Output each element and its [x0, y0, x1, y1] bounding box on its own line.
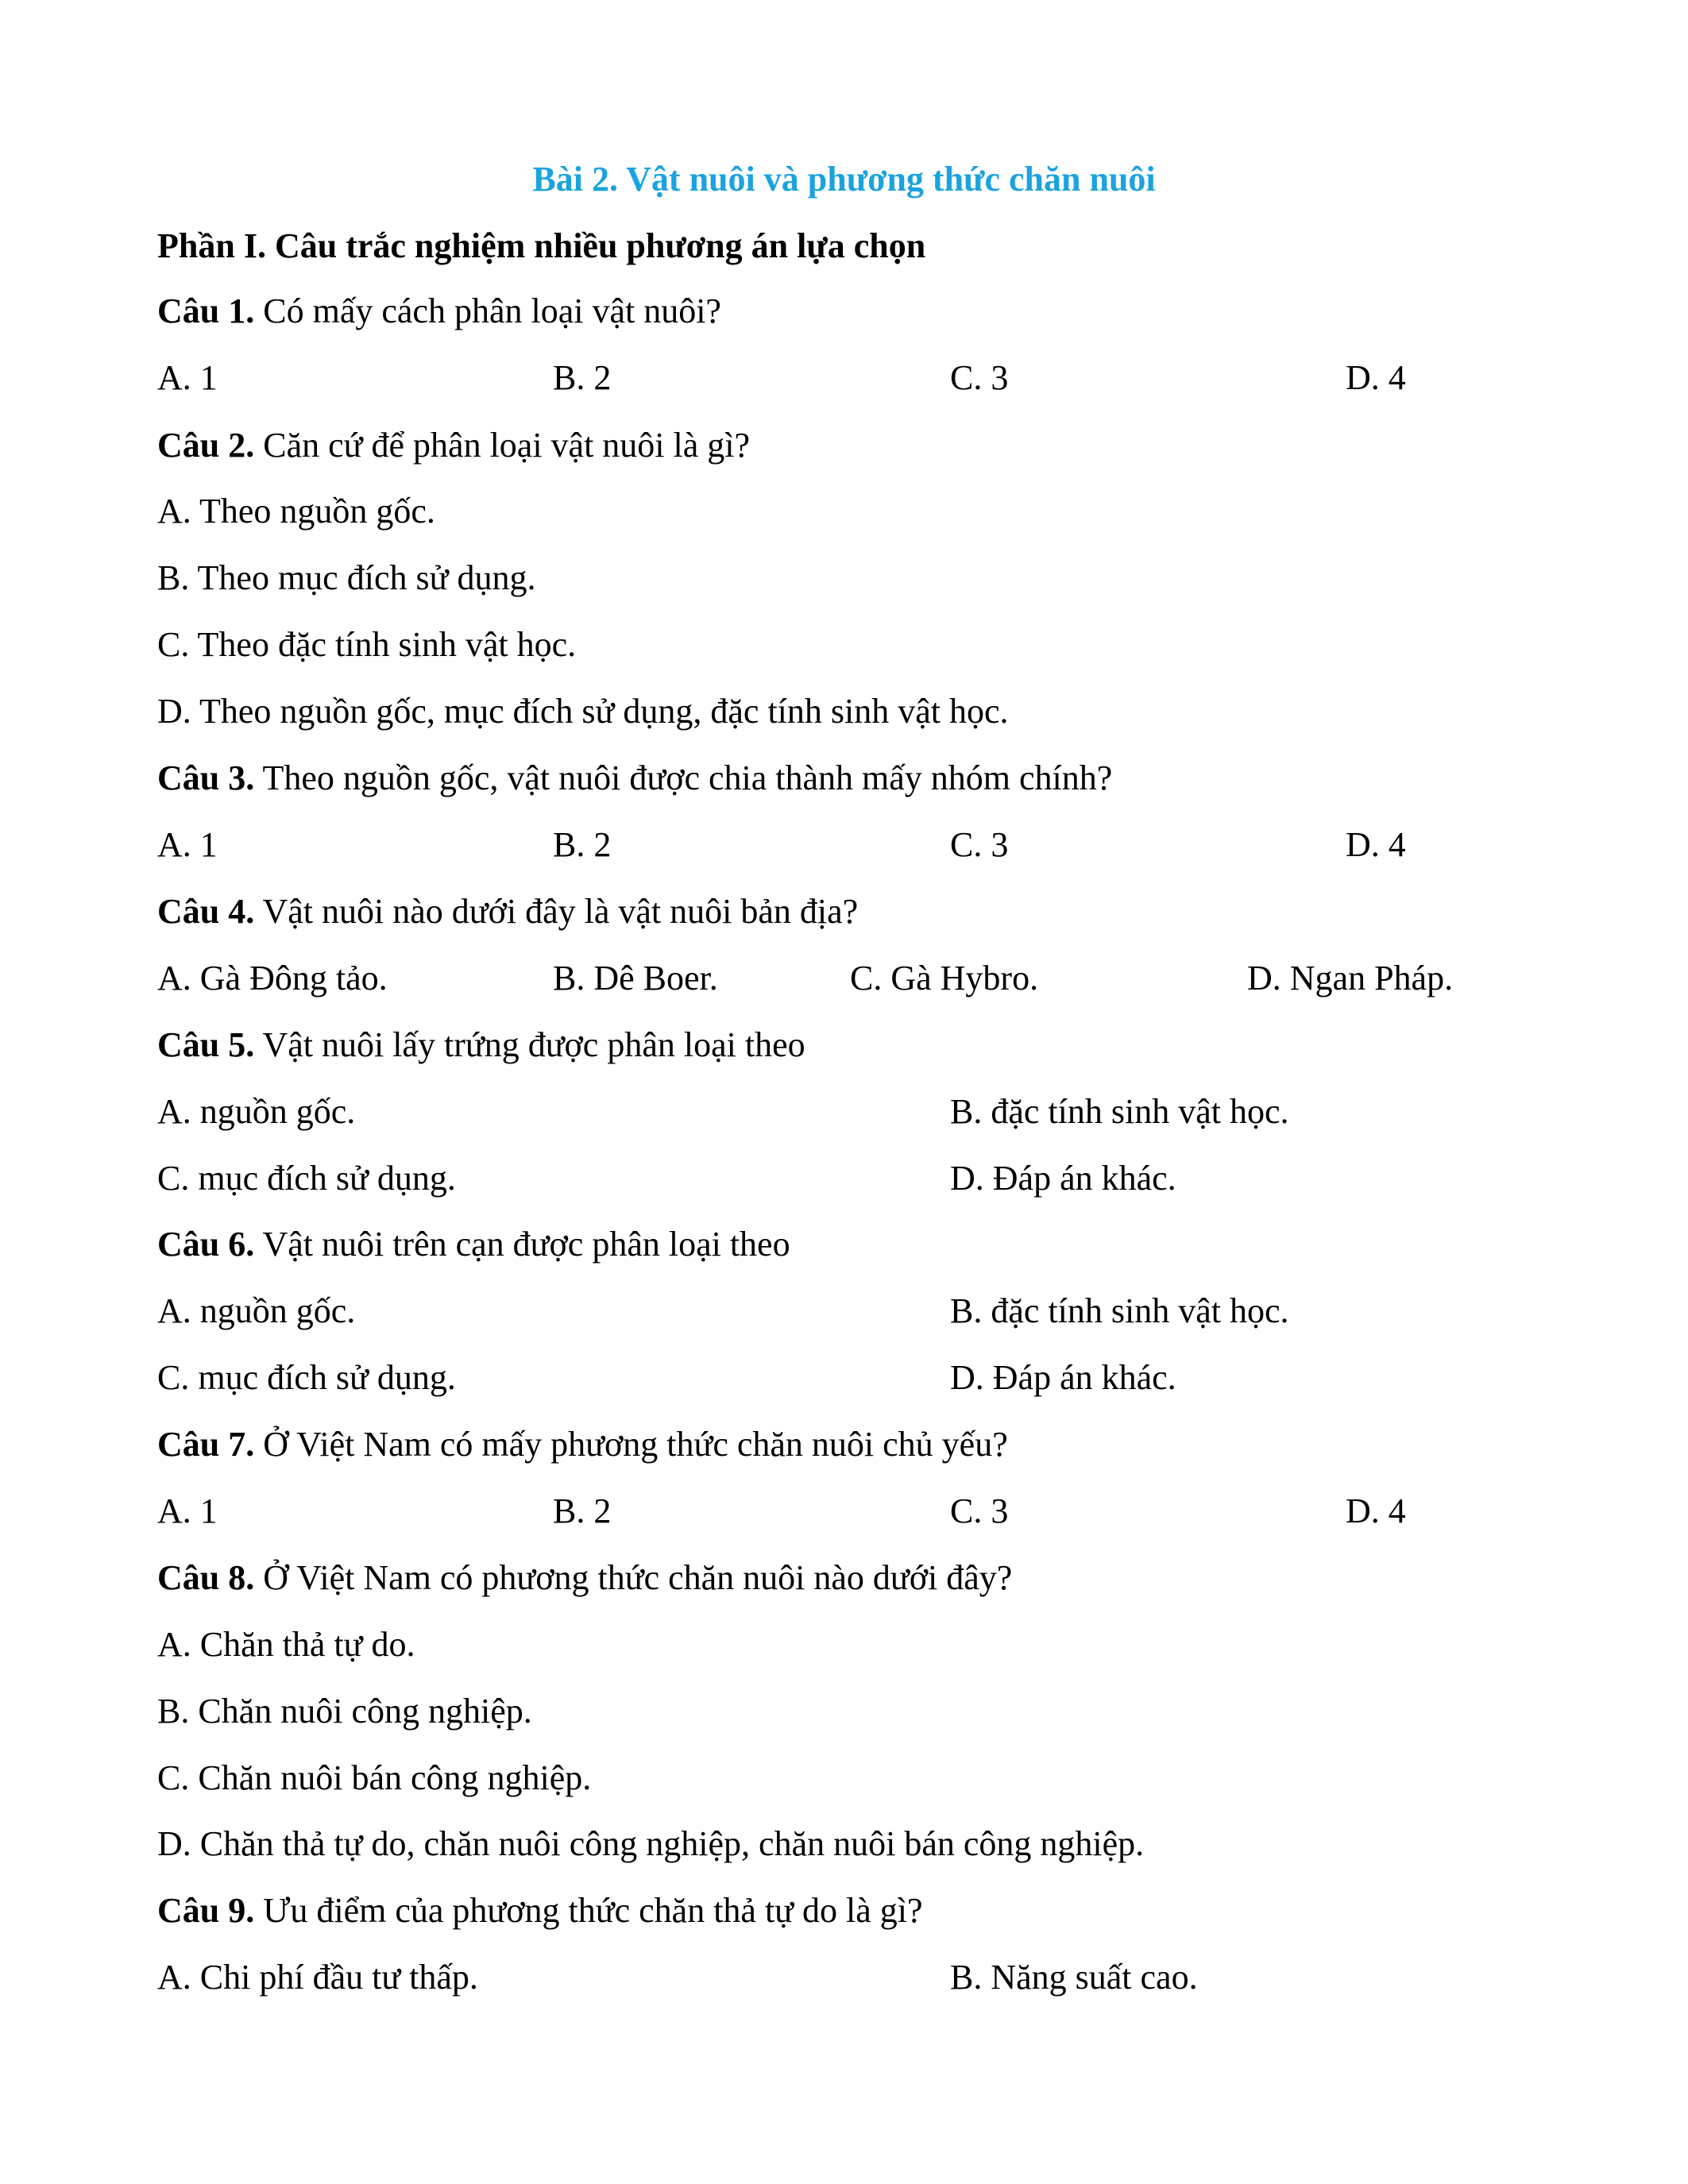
q5-option-a: A. nguồn gốc. [157, 1092, 356, 1131]
q3-option-d: D. 4 [1346, 825, 1406, 864]
q6-option-a: A. nguồn gốc. [157, 1291, 356, 1330]
q5-option-d: D. Đáp án khác. [950, 1159, 1176, 1198]
question-text: Vật nuôi lấy trứng được phân loại theo [254, 1025, 805, 1064]
q4-option-d: D. Ngan Pháp. [1247, 959, 1454, 997]
question-text: Ưu điểm của phương thức chăn thả tự do là gì? [254, 1891, 923, 1930]
q6-option-c: C. mục đích sử dụng. [157, 1358, 456, 1397]
q4-option-c: C. Gà Hybro. [850, 959, 1039, 997]
q1-option-d: D. 4 [1346, 358, 1406, 397]
question-6 [157, 1221, 790, 1268]
question-8 [157, 1554, 1012, 1602]
question-label: Câu 3. [157, 758, 255, 797]
question-4 [157, 888, 858, 936]
question-text: Theo nguồn gốc, vật nuôi được chia thành mấy nhóm chính? [254, 758, 1113, 797]
question-label: Câu 4. [157, 892, 255, 931]
question-label: Câu 1. [157, 291, 255, 330]
q1-option-a: A. 1 [157, 358, 218, 397]
q8-option-d: D. Chăn thả tự do, chăn nuôi công nghiệp, chăn nuôi bán công nghiệp. [157, 1824, 1145, 1863]
lesson-title: Bài 2. Vật nuôi và phương thức chăn nuôi [532, 160, 1156, 199]
q2-option-b: B. Theo mục đích sử dụng. [157, 558, 536, 597]
q3-option-a: A. 1 [157, 825, 218, 864]
q7-option-c: C. 3 [950, 1491, 1009, 1530]
question-7 [157, 1421, 1008, 1468]
q5-option-b: B. đặc tính sinh vật học. [950, 1092, 1289, 1131]
question-text: Vật nuôi trên cạn được phân loại theo [254, 1225, 790, 1264]
q7-option-d: D. 4 [1346, 1491, 1406, 1530]
q6-option-d: D. Đáp án khác. [950, 1358, 1176, 1397]
q7-option-a: A. 1 [157, 1491, 218, 1530]
question-text: Ở Việt Nam có phương thức chăn nuôi nào dưới đây? [254, 1558, 1013, 1597]
q8-option-c: C. Chăn nuôi bán công nghiệp. [157, 1758, 592, 1797]
question-1 [157, 287, 721, 335]
q3-option-c: C. 3 [950, 825, 1009, 864]
question-text: Căn cứ để phân loại vật nuôi là gì? [254, 426, 751, 465]
question-5 [157, 1021, 805, 1069]
q2-option-d: D. Theo nguồn gốc, mục đích sử dụng, đặc tính sinh vật học. [157, 692, 1009, 731]
question-2 [157, 422, 750, 469]
question-text: Vật nuôi nào dưới đây là vật nuôi bản địa? [254, 892, 859, 931]
question-text: Ở Việt Nam có mấy phương thức chăn nuôi chủ yếu? [254, 1425, 1008, 1464]
q9-option-b: B. Năng suất cao. [950, 1958, 1198, 1997]
section-heading: Phần I. Câu trắc nghiệm nhiều phương án lựa chọn [157, 226, 926, 265]
question-label: Câu 6. [157, 1225, 255, 1264]
q3-option-b: B. 2 [553, 825, 612, 864]
q8-option-a: A. Chăn thả tự do. [157, 1625, 415, 1664]
q2-option-a: A. Theo nguồn gốc. [157, 492, 435, 531]
q4-option-b: B. Dê Boer. [553, 959, 718, 997]
q6-option-b: B. đặc tính sinh vật học. [950, 1291, 1289, 1330]
q9-option-a: A. Chi phí đầu tư thấp. [157, 1958, 478, 1997]
question-text: Có mấy cách phân loại vật nuôi? [254, 291, 721, 330]
question-9 [157, 1887, 923, 1935]
question-label: Câu 7. [157, 1425, 255, 1464]
question-label: Câu 5. [157, 1025, 255, 1064]
q1-option-c: C. 3 [950, 358, 1009, 397]
question-label: Câu 2. [157, 426, 255, 465]
question-3 [157, 754, 1112, 802]
question-label: Câu 8. [157, 1558, 255, 1597]
q8-option-b: B. Chăn nuôi công nghiệp. [157, 1692, 532, 1731]
question-label: Câu 9. [157, 1891, 255, 1930]
q2-option-c: C. Theo đặc tính sinh vật học. [157, 625, 577, 664]
q4-option-a: A. Gà Đông tảo. [157, 959, 388, 997]
q1-option-b: B. 2 [553, 358, 612, 397]
q5-option-c: C. mục đích sử dụng. [157, 1159, 456, 1198]
q7-option-b: B. 2 [553, 1491, 612, 1530]
